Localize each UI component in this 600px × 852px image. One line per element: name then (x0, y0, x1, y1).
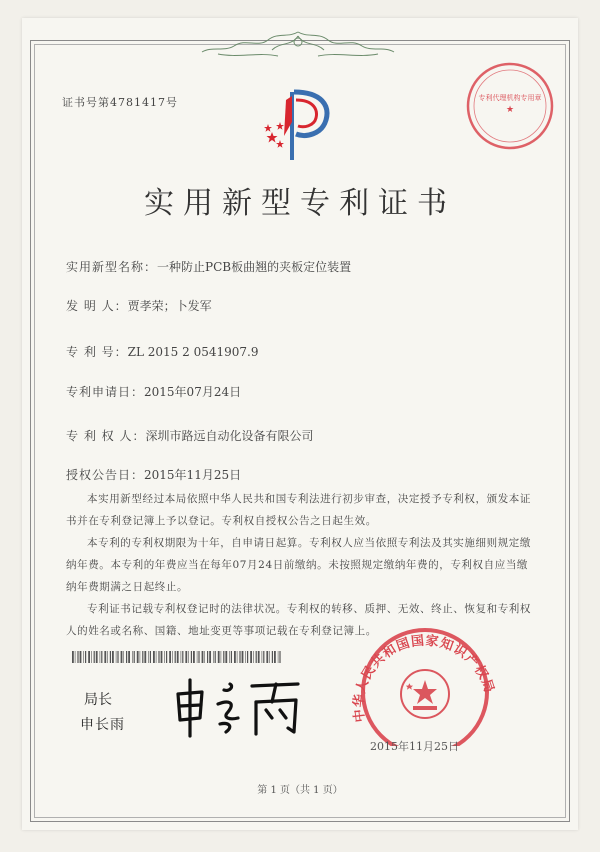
ornament-top (198, 28, 398, 60)
certificate-body-text (66, 488, 532, 642)
field-utility-name: 实用新型名称：一种防止PCB板曲翘的夹板定位装置 (66, 260, 352, 274)
signature-name: 申长雨 (80, 717, 125, 733)
agency-stamp (462, 58, 558, 154)
official-seal (348, 626, 502, 746)
certificate-number: 证书号第4781417号 (62, 96, 178, 109)
patent-office-logo (258, 82, 338, 162)
barcode (72, 651, 282, 663)
field-patent-number: 专 利 号：ZL 2015 2 0541907.9 (66, 345, 259, 359)
body-paragraph: 专利证书记载专利权登记时的法律状况。专利权的转移、质押、无效、终止、恢复和专利权人的姓名或名称、国籍、地址变更等事项记载在专利登记簿上。 (66, 603, 531, 637)
certificate-title: 实用新型专利证书 (144, 186, 456, 221)
body-paragraph: 本专利的专利权期限为十年，自申请日起算。专利权人应当依照专利法及其实施细则规定缴纳年费。本专利的年费应当在每年07月24日前缴纳。未按照规定缴纳年费的，专利权自应当缴纳年费期满之日起终止。 (66, 537, 531, 593)
field-application-date: 专利申请日：2015年07月24日 (66, 385, 242, 399)
svg-text:专利代理机构专用章: 专利代理机构专用章 (478, 94, 542, 102)
field-patentee: 专 利 权 人：深圳市路远自动化设备有限公司 (66, 429, 314, 443)
page-footer: 第 1 页（共 1 页） (257, 785, 343, 796)
svg-text:中华人民共和国国家知识产权局: 中华人民共和国国家知识产权局 (351, 633, 497, 723)
body-paragraph: 本实用新型经过本局依照中华人民共和国专利法进行初步审查，决定授予专利权，颁发本证书并在专利登记簿上予以登记。专利权自授权公告之日起生效。 (66, 493, 531, 527)
field-inventor: 发 明 人：贾孝荣；卜发军 (66, 299, 212, 313)
svg-text:★: ★ (505, 105, 515, 115)
handwritten-signature (168, 672, 308, 742)
issue-date: 2015年11月25日 (370, 740, 459, 753)
field-grant-date: 授权公告日：2015年11月25日 (66, 468, 242, 482)
signature-role: 局长 (84, 692, 112, 708)
